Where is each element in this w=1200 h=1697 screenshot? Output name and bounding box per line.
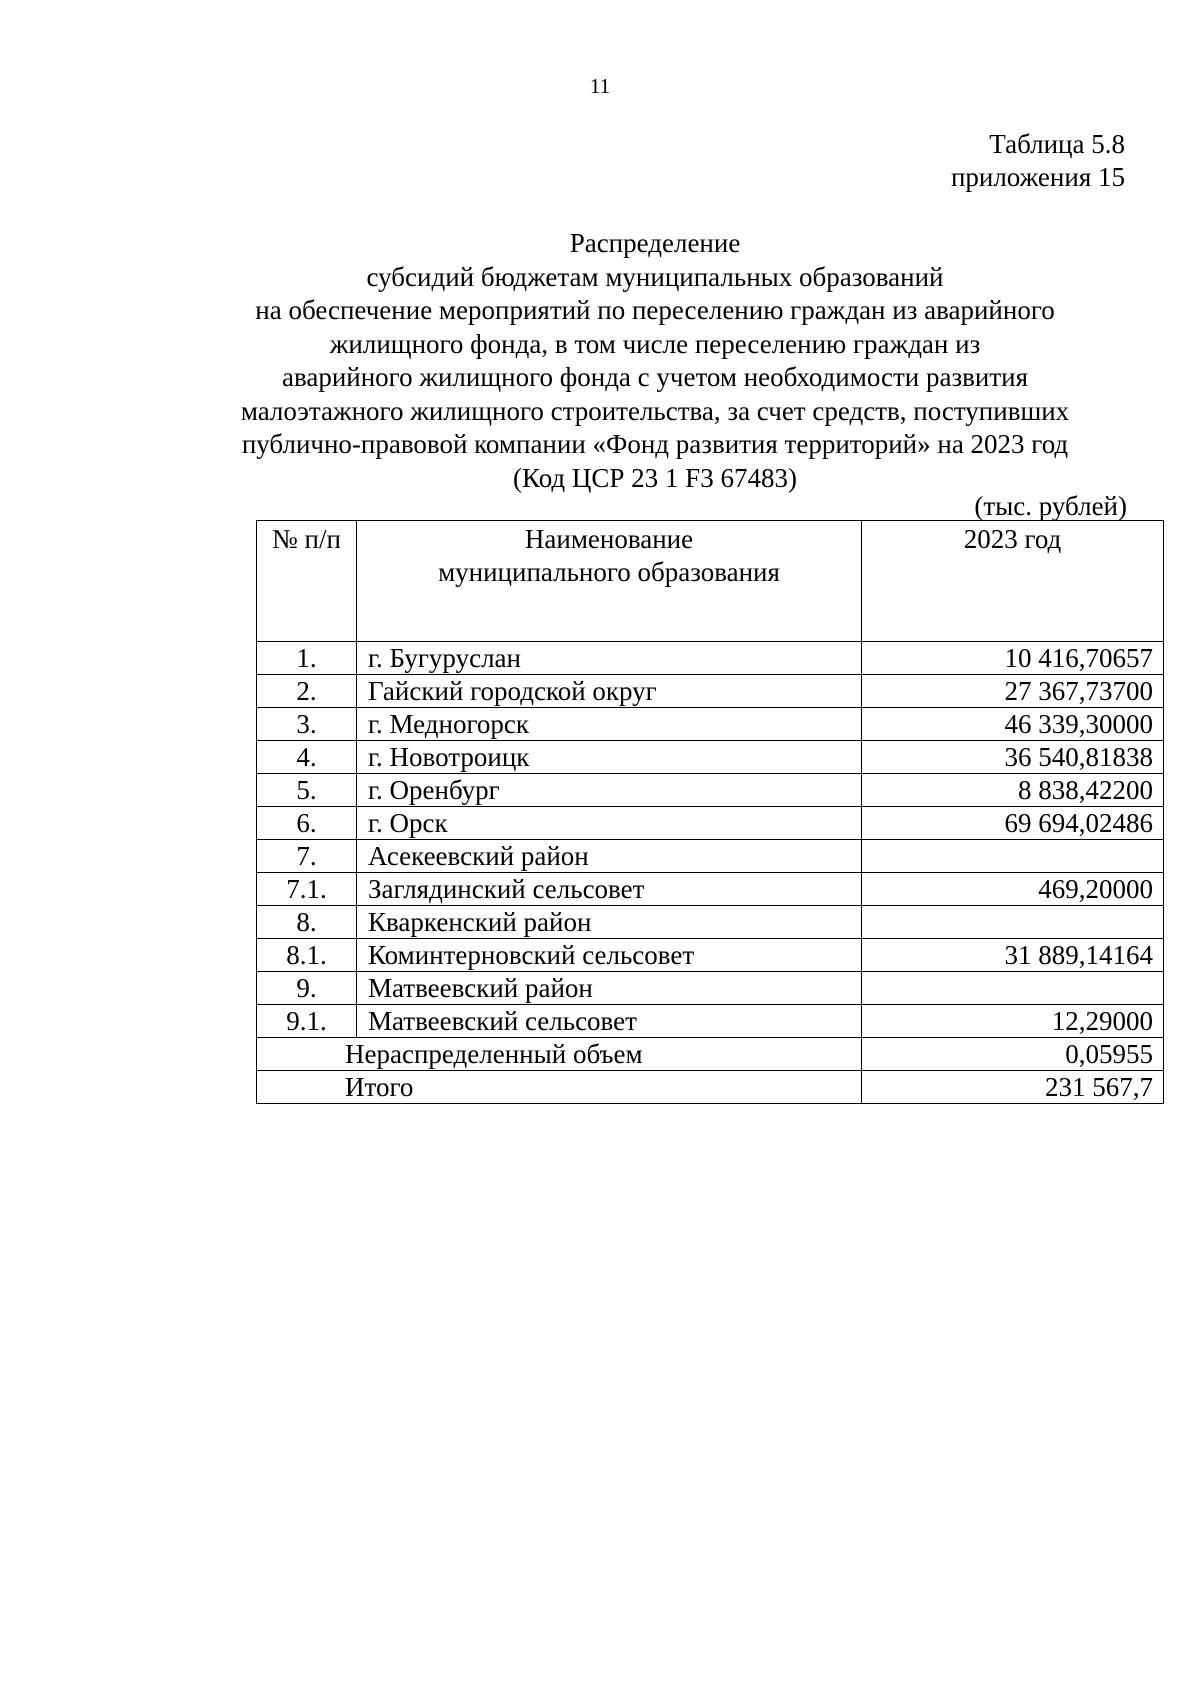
title-line: Распределение: [569, 228, 741, 258]
row-name: Гайский городской округ: [357, 675, 862, 708]
table-row: [257, 708, 1164, 741]
title-line: аварийного жилищного фонда с учетом необходимости развития: [281, 362, 1029, 392]
title-line: (Код ЦСР 23 1 F3 67483): [513, 462, 797, 493]
row-name: Заглядинский сельсовет: [357, 873, 862, 906]
row-name: Асекеевский район: [357, 840, 862, 873]
title-line: жилищного фонда, в том числе переселению граждан из: [329, 328, 981, 359]
header-number: № п/п: [257, 521, 357, 642]
unallocated-value: 0,05955: [862, 1038, 1164, 1071]
row-value: 8 838,42200: [862, 774, 1164, 807]
total-label: Итого: [257, 1071, 862, 1104]
row-number: 7.: [257, 840, 357, 873]
table-row: [257, 741, 1164, 774]
row-number: 2.: [257, 675, 357, 708]
document-title: [150, 227, 1160, 495]
row-number: 8.: [257, 906, 357, 939]
unallocated-row: [257, 1038, 1164, 1071]
title-line: малоэтажного жилищного строительства, за счет средств, поступивших: [240, 395, 1070, 426]
row-value: 12,29000: [862, 1005, 1164, 1038]
row-name: Кваркенский район: [357, 906, 862, 939]
row-number: 3.: [257, 708, 357, 741]
title-line: на обеспечение мероприятий по переселению граждан из аварийного: [255, 295, 1055, 325]
row-number: 9.1.: [257, 1005, 357, 1038]
page-number: 11: [589, 74, 611, 98]
header-name: [357, 521, 862, 642]
row-name: г. Бугуруслан: [357, 642, 862, 675]
row-name: г. Орск: [357, 807, 862, 840]
row-number: 1.: [257, 642, 357, 675]
row-number: 7.1.: [257, 873, 357, 906]
row-value: [862, 972, 1164, 1005]
table-row: [257, 840, 1164, 873]
row-number: 8.1.: [257, 939, 357, 972]
row-value: [862, 840, 1164, 873]
total-row: [257, 1071, 1164, 1104]
header-name-line2: муниципального образования: [438, 557, 780, 587]
table-row: [257, 1005, 1164, 1038]
table-row: [257, 939, 1164, 972]
table-row: [257, 972, 1164, 1005]
total-value: 231 567,7: [862, 1071, 1164, 1104]
row-value: 27 367,73700: [862, 675, 1164, 708]
row-number: 9.: [257, 972, 357, 1005]
header-year: 2023 год: [862, 521, 1164, 642]
row-value: 31 889,14164: [862, 939, 1164, 972]
subsidy-table: [256, 520, 1164, 1104]
row-name: г. Новотроицк: [357, 741, 862, 774]
row-value: 469,20000: [862, 873, 1164, 906]
row-name: Матвеевский район: [357, 972, 862, 1005]
table-header-row: [257, 521, 1164, 642]
unallocated-label: Нераспределенный объем: [257, 1038, 862, 1071]
row-name: г. Медногорск: [357, 708, 862, 741]
table-row: [257, 675, 1164, 708]
title-line: публично-правовой компании «Фонд развития территорий» на 2023 год: [241, 429, 1069, 459]
table-row: [257, 906, 1164, 939]
title-line: субсидий бюджетам муниципальных образований: [366, 261, 944, 292]
table-row: [257, 873, 1164, 906]
row-value: 10 416,70657: [862, 642, 1164, 675]
row-number: 4.: [257, 741, 357, 774]
row-number: 6.: [257, 807, 357, 840]
table-caption-appendix: приложения 15: [950, 162, 1125, 192]
row-value: [862, 906, 1164, 939]
row-value: 69 694,02486: [862, 807, 1164, 840]
table-caption-number: Таблица 5.8: [989, 129, 1125, 159]
table-row: [257, 774, 1164, 807]
table-caption: [951, 128, 1125, 194]
row-name: Коминтерновский сельсовет: [357, 939, 862, 972]
row-value: 36 540,81838: [862, 741, 1164, 774]
row-name: г. Оренбург: [357, 774, 862, 807]
row-number: 5.: [257, 774, 357, 807]
row-value: 46 339,30000: [862, 708, 1164, 741]
header-name-line1: Наименование: [524, 524, 694, 554]
units-label: (тыс. рублей): [974, 491, 1127, 521]
table-row: [257, 807, 1164, 840]
table-row: [257, 642, 1164, 675]
row-name: Матвеевский сельсовет: [357, 1005, 862, 1038]
